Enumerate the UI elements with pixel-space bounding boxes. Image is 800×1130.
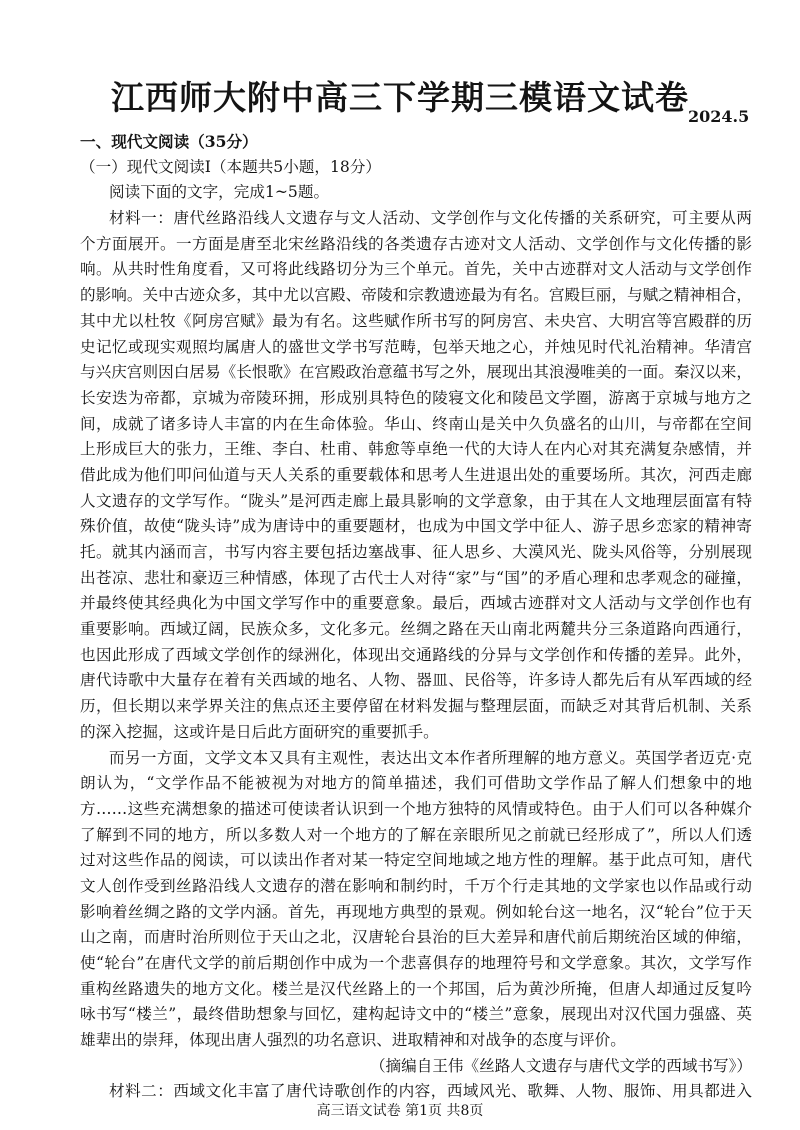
text-line: 并最终使其经典化为中国文学写作中的重要意象。最后，西域古迹群对文人活动与文学创作也有 xyxy=(80,594,752,613)
text-line: 史记忆或现实观照均属唐人的盛世文学书写范畴，包举天地之心，并烛见时代礼治精神。华清宫 xyxy=(80,337,752,356)
text-line: 使“轮台”在唐代文学的前后期创作中成为一个悲喜俱存的地理符号和文学意象。其次，文学写作 xyxy=(80,954,752,972)
text-line: 借此成为他们叩问仙道与天人关系的重要载体和思考人生进退出处的重要场所。其次，河西走廊 xyxy=(80,465,752,484)
text-line: 托。就其内涵而言，书写内容主要包括边塞战事、征人思乡、大漠风光、陇头风俗等，分别展现 xyxy=(80,543,752,561)
text-line: 历，但长期以来学界关注的焦点还主要停留在材料发掘与整理层面，而缺乏对其背后机制、关系 xyxy=(80,697,752,716)
text-line: 一、现代文阅读（35分） xyxy=(80,132,258,151)
text-line: 阅读下面的文字，完成1~5题。 xyxy=(109,183,330,202)
text-line: 出苍凉、悲壮和豪迈三种情感，体现了古代士人对待“家”与“国”的矛盾心理和忠孝观念的碰撞， xyxy=(80,568,752,587)
text-line: 了解到不同的地方，所以多数人对一个地方的了解在亲眼所见之前就已经形成了”，所以人们透 xyxy=(80,825,752,844)
text-line: 过对这些作品的阅读，可以读出作者对某一特定空间地域之地方性的理解。基于此点可知，唐代 xyxy=(80,851,752,870)
text-line: 雄辈出的崇拜，体现出唐人强烈的功名意识、进取精神和对战争的态度与评价。 xyxy=(80,1031,626,1050)
text-line: 朗认为，“文学作品不能被视为对地方的简单描述，我们可借助文学作品了解人们想象中的地 xyxy=(80,774,752,793)
reading-passage xyxy=(80,129,752,1105)
text-line: 间，成就了诸多诗人丰富的内在生命体验。华山、终南山是关中久负盛名的山川，与帝都在空间 xyxy=(80,414,752,433)
text-line: 响。从共时性角度看，又可将此线路切分为三个单元。首先，关中古迹群对文人活动与文学创作 xyxy=(80,260,752,279)
text-line: 材料一：唐代丝路沿线人文遗存与文人活动、文学创作与文化传播的关系研究，可主要从两 xyxy=(109,209,752,228)
exam-title: 江西师大附中高三下学期三模语文试卷 xyxy=(111,78,689,117)
text-line: 殊价值，故使“陇头诗”成为唐诗中的重要题材，也成为中国文学中征人、游子思乡恋家的精神寄 xyxy=(80,517,752,536)
text-line: 而另一方面，文学文本又具有主观性，表达出文本作者所理解的地方意义。英国学者迈克·克 xyxy=(109,748,752,767)
text-line: 的影响。关中古迹众多，其中尤以宫殿、帝陵和宗教遗迹最为有名。宫殿巨丽，与赋之精神相合， xyxy=(80,286,752,305)
text-line: 咏书写“楼兰”，最终借助想象与回忆，建构起诗文中的“楼兰”意象，展现出对汉代国力强盛、英 xyxy=(80,1005,752,1024)
text-line: 影响着丝绸之路的文学内涵。首先，再现地方典型的景观。例如轮台这一地名，汉“轮台”位于天 xyxy=(80,902,752,921)
text-line: 重要影响。西域辽阔，民族众多，文化多元。丝绸之路在天山南北两麓共分三条道路向西通行， xyxy=(80,620,752,639)
text-line: 个方面展开。一方面是唐至北宋丝路沿线的各类遗存古迹对文人活动、文学创作与文化传播的影 xyxy=(80,234,752,253)
text-line: 唐代诗歌中大量存在着有关西域的地名、人物、器皿、民俗等，许多诗人都先后有从军西域的经 xyxy=(80,671,752,690)
text-line: 人文遗存的文学写作。“陇头”是河西走廊上最具影响的文学意象，由于其在人文地理层面富有特 xyxy=(80,491,752,510)
page-footer: 高三语文试卷 第1页 共8页 xyxy=(316,1103,484,1119)
text-line: 方……这些充满想象的描述可使读者认识到一个地方独特的风情或特色。由于人们可以各种媒介 xyxy=(80,799,752,818)
text-line: 重构丝路遗失的地方文化。楼兰是汉代丝路上的一个邦国，后为黄沙所掩，但唐人却通过反复吟 xyxy=(80,979,752,998)
text-line: 上形成巨大的张力，王维、李白、杜甫、韩愈等卓绝一代的大诗人在内心对其充满复杂感情，并 xyxy=(80,440,752,459)
text-line: （一）现代文阅读I（本题共5小题，18分） xyxy=(80,157,382,176)
text-line: 文人创作受到丝路沿线人文遗存的潜在影响和制约时，千万个行走其地的文学家也以作品或行动 xyxy=(80,876,752,895)
text-line: （摘编自王伟《丝路人文遗存与唐代文学的西域书写》） xyxy=(369,1056,752,1075)
text-line: 材料二：西域文化丰富了唐代诗歌创作的内容，西域风光、歌舞、人物、服饰、用具都进入 xyxy=(109,1082,752,1101)
text-line: 的深入挖掘，这或许是日后此方面研究的重要抓手。 xyxy=(80,722,439,741)
text-line: 与兴庆宫则因白居易《长恨歌》在宫殿政治意蕴书写之外，展现出其浪漫唯美的一面。秦汉以来， xyxy=(80,363,752,382)
text-line: 也因此形成了西域文学创作的绿洲化，体现出交通路线的分异与文学创作和传播的差异。此外， xyxy=(80,645,752,664)
exam-date: 2024.5 xyxy=(688,107,750,126)
text-line: 长安迭为帝都，京城为帝陵环拥，形成别具特色的陵寝文化和陵邑文学圈，游离于京城与地方之 xyxy=(80,388,752,407)
text-line: 山之南，而唐时治所则位于天山之北，汉唐轮台县治的巨大差异和唐代前后期统治区域的伸缩， xyxy=(80,928,752,947)
text-line: 其中尤以杜牧《阿房宫赋》最为有名。这些赋作所书写的阿房宫、未央宫、大明宫等宫殿群的历 xyxy=(80,311,752,330)
